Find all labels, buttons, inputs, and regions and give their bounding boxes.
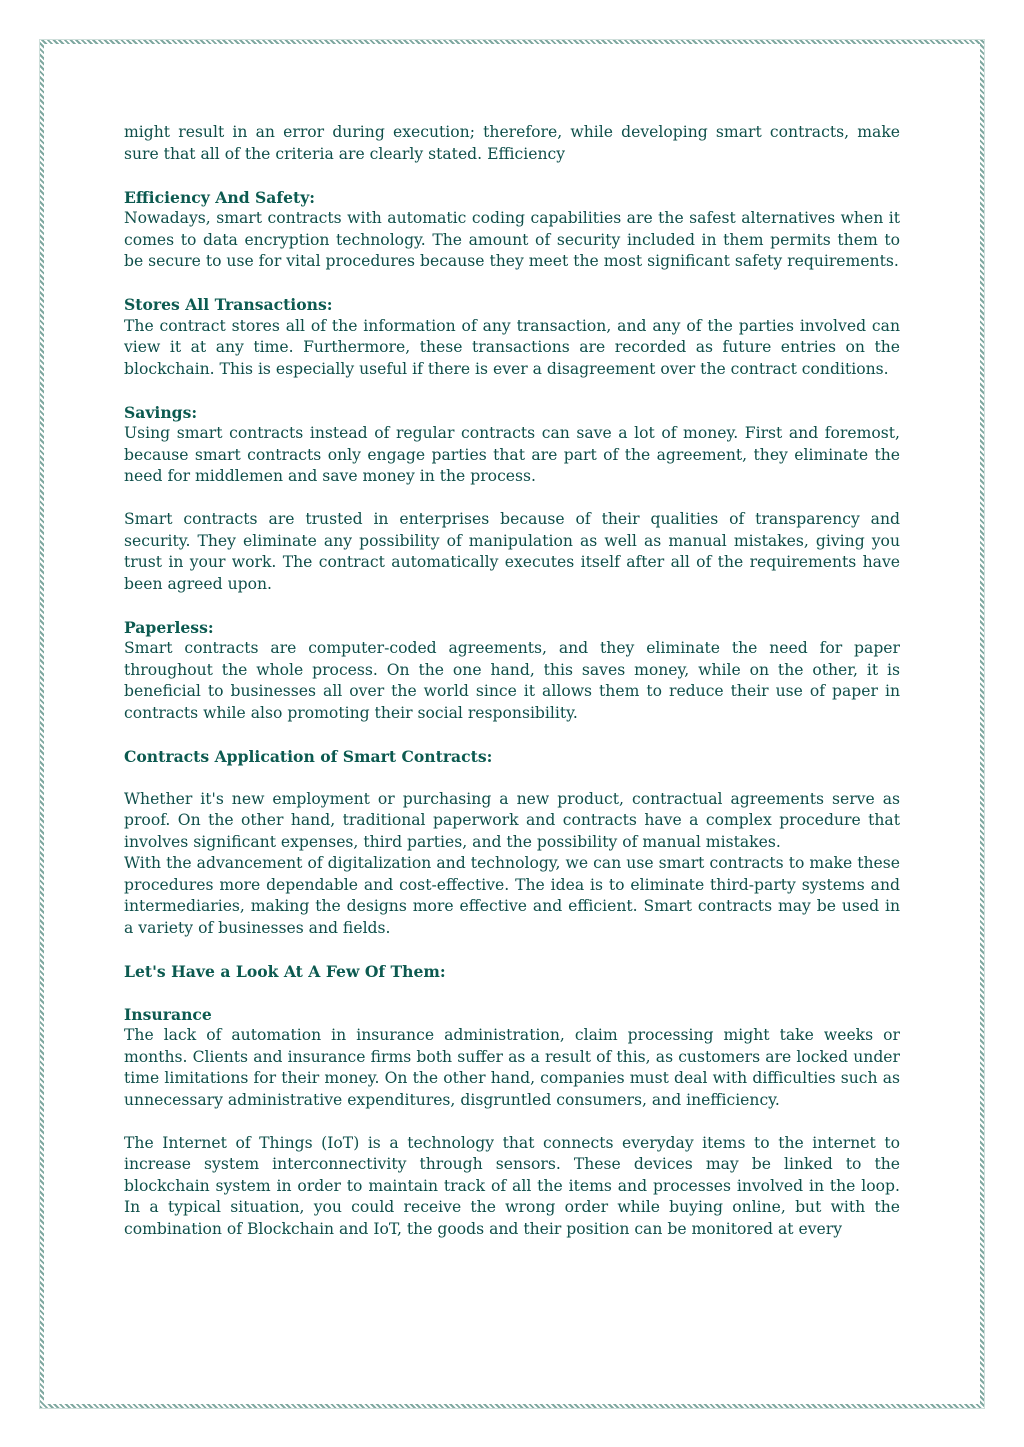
paragraph-savings: Using smart contracts instead of regular contracts can save a lot of money. First and foremost, because smart contracts only engage parties that are part of the agreement, they eliminate the need for middlemen and save money in the process. [124,424,900,485]
paragraph-contractual-agreements: Whether it's new employment or purchasing a new product, contractual agreements serve as proof. On the other hand, traditional paperwork and contracts have a complex procedure that involves significant expenses, third parties, and the possibility of manual mistakes. [124,789,900,851]
paragraph-paperless: Smart contracts are computer-coded agreements, and they eliminate the need for paper throughout the whole process. On the one hand, this saves money, while on the other, it is beneficial to businesses all over the world since it allows them to reduce their use of paper in contracts while also promoting their social responsibility. [124,639,900,722]
heading-few-of-them: Let's Have a Look At A Few Of Them: [124,961,446,981]
paragraph-stores-all-transactions: The contract stores all of the information of any transaction, and any of the parties involved can view it at any time. Furthermore, these transactions are recorded as future entries on the blockchain. This is especially useful if there is ever a disagreement over the contract conditions. [124,316,900,378]
heading-contracts-application: Contracts Application of Smart Contracts: [124,746,493,766]
document-body [124,122,900,1240]
heading-paperless: Paperless: [124,617,214,637]
paragraph-digitalization: With the advancement of digitalization and technology, we can use smart contracts to make these procedures more dependable and cost-effective. The idea is to eliminate third-party systems and intermediaries, making the designs more effective and efficient. Smart contracts may be used in a variety of businesses and fields. [124,854,900,937]
heading-savings: Savings: [124,402,198,422]
paragraph-insurance: The lack of automation in insurance administration, claim processing might take weeks or months. Clients and insurance firms both suffer as a result of this, as customers are locked under time limitations for their money. On the other hand, companies must deal with difficulties such as unnecessary administrative expenditures, disgruntled consumers, and inefficiency. [124,1026,900,1109]
paragraph-trust: Smart contracts are trusted in enterprises because of their qualities of transparency and security. They eliminate any possibility of manipulation as well as manual mistakes, giving you trust in your work. The contract automatically executes itself after all of the requirements have been agreed upon. [124,510,900,593]
heading-insurance: Insurance [124,1004,212,1024]
paragraph-intro: might result in an error during execution; therefore, while developing smart contracts, make sure that all of the criteria are clearly stated. Efficiency [124,123,900,163]
heading-stores-all-transactions: Stores All Transactions: [124,295,333,314]
heading-efficiency-and-safety: Efficiency And Safety: [124,187,316,207]
paragraph-iot: The Internet of Things (IoT) is a technology that connects everyday items to the internet to increase system interconnectivity through sensors. These devices may be linked to the blockchain system in order to maintain track of all the items and processes involved in the loop. In a typical situation, you could receive the wrong order while buying online, but with the combination of Blockchain and IoT, the goods and their position can be monitored at every [124,1133,900,1238]
paragraph-efficiency-and-safety: Nowadays, smart contracts with automatic coding capabilities are the safest alternatives when it comes to data encryption technology. The amount of security included in them permits them to be secure to use for vital procedures because they meet the most significant safety requirements. [124,209,900,270]
